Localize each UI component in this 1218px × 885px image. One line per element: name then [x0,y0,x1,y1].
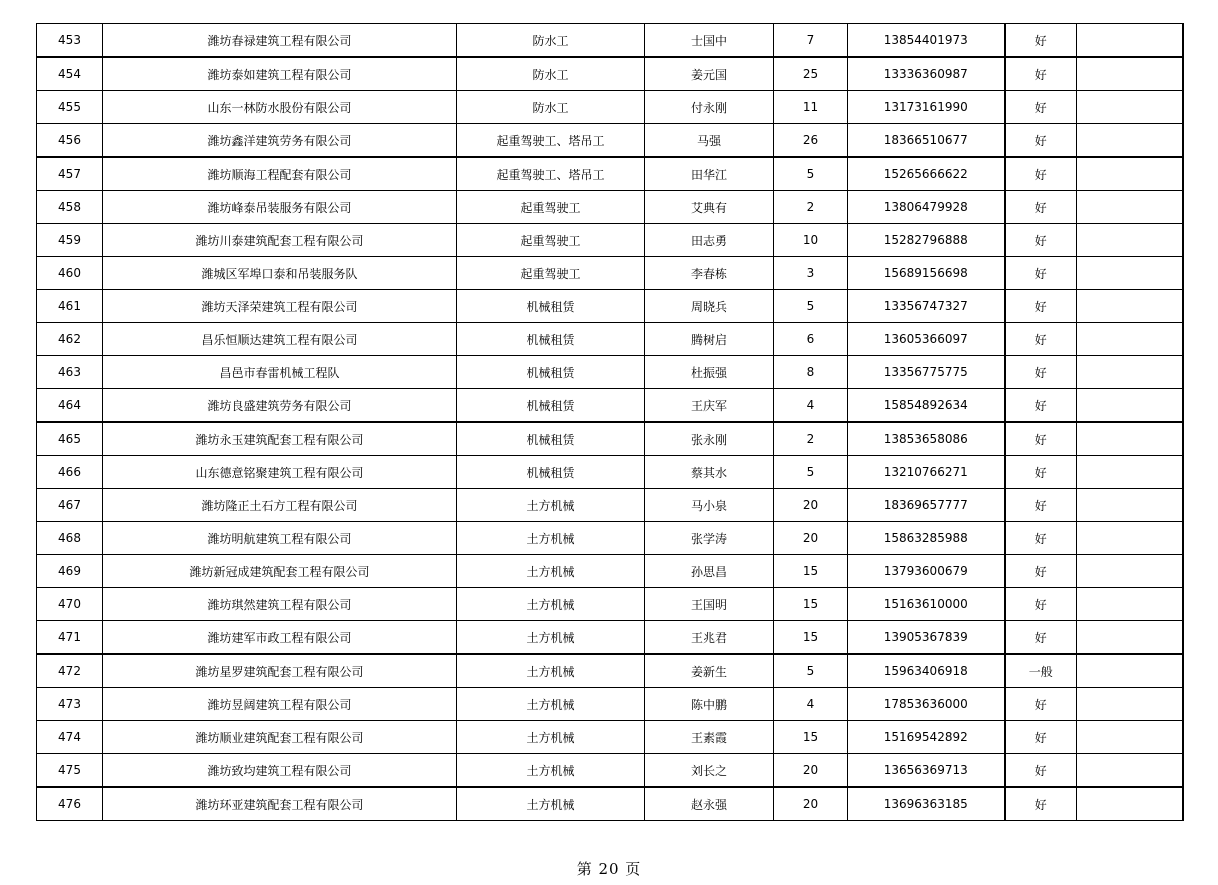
worker-count-cell: 20 [774,787,848,821]
phone-number-cell: 13793600679 [848,555,1005,588]
table-row [37,555,1183,588]
worker-count-cell: 15 [774,721,848,754]
trade-type-cell: 土方机械 [457,754,645,788]
remarks-cell [1077,323,1183,356]
rating-cell: 好 [1005,57,1077,91]
company-name-cell: 潍坊新冠成建筑配套工程有限公司 [103,555,457,588]
table-row [37,787,1183,821]
remarks-cell [1077,654,1183,688]
row-number-cell: 470 [37,588,103,621]
contact-person-cell: 刘长之 [645,754,774,788]
worker-count-cell: 2 [774,191,848,224]
remarks-cell [1077,290,1183,323]
row-number-cell: 471 [37,621,103,655]
row-number-cell: 454 [37,57,103,91]
contact-person-cell: 王素霞 [645,721,774,754]
trade-type-cell: 机械租赁 [457,323,645,356]
company-name-cell: 山东一林防水股份有限公司 [103,91,457,124]
phone-number-cell: 13696363185 [848,787,1005,821]
contractor-table [36,23,1184,821]
table-row [37,57,1183,91]
trade-type-cell: 土方机械 [457,721,645,754]
worker-count-cell: 10 [774,224,848,257]
row-number-cell: 473 [37,688,103,721]
worker-count-cell: 4 [774,688,848,721]
company-name-cell: 潍坊致均建筑工程有限公司 [103,754,457,788]
contact-person-cell: 蔡其水 [645,456,774,489]
table-row [37,621,1183,655]
row-number-cell: 466 [37,456,103,489]
rating-cell: 好 [1005,456,1077,489]
worker-count-cell: 4 [774,389,848,423]
row-number-cell: 460 [37,257,103,290]
phone-number-cell: 13356747327 [848,290,1005,323]
worker-count-cell: 2 [774,422,848,456]
rating-cell: 好 [1005,588,1077,621]
contact-person-cell: 付永刚 [645,91,774,124]
company-name-cell: 潍坊建军市政工程有限公司 [103,621,457,655]
phone-number-cell: 13656369713 [848,754,1005,788]
trade-type-cell: 起重驾驶工 [457,224,645,257]
company-name-cell: 潍坊隆正土石方工程有限公司 [103,489,457,522]
table-row [37,754,1183,788]
rating-cell: 好 [1005,91,1077,124]
remarks-cell [1077,688,1183,721]
contact-person-cell: 姜元国 [645,57,774,91]
company-name-cell: 山东德意铭聚建筑工程有限公司 [103,456,457,489]
row-number-cell: 459 [37,224,103,257]
table-row [37,688,1183,721]
worker-count-cell: 8 [774,356,848,389]
trade-type-cell: 土方机械 [457,654,645,688]
table-row [37,654,1183,688]
table-row [37,124,1183,158]
phone-number-cell: 15689156698 [848,257,1005,290]
worker-count-cell: 20 [774,522,848,555]
row-number-cell: 462 [37,323,103,356]
page-number: 第 20 页 [576,860,642,878]
row-number-cell: 453 [37,24,103,58]
company-name-cell: 昌邑市春雷机械工程队 [103,356,457,389]
worker-count-cell: 25 [774,57,848,91]
table-row [37,91,1183,124]
contact-person-cell: 李春栋 [645,257,774,290]
table-row [37,191,1183,224]
phone-number-cell: 13173161990 [848,91,1005,124]
phone-number-cell: 18366510677 [848,124,1005,158]
remarks-cell [1077,389,1183,423]
company-name-cell: 潍坊川泰建筑配套工程有限公司 [103,224,457,257]
contact-person-cell: 周晓兵 [645,290,774,323]
contact-person-cell: 姜新生 [645,654,774,688]
company-name-cell: 潍坊永玉建筑配套工程有限公司 [103,422,457,456]
company-name-cell: 潍坊顺海工程配套有限公司 [103,157,457,191]
contact-person-cell: 艾典有 [645,191,774,224]
rating-cell: 好 [1005,389,1077,423]
rating-cell: 好 [1005,24,1077,58]
phone-number-cell: 13605366097 [848,323,1005,356]
worker-count-cell: 11 [774,91,848,124]
rating-cell: 好 [1005,323,1077,356]
table-row [37,290,1183,323]
contact-person-cell: 马小泉 [645,489,774,522]
table-row [37,157,1183,191]
worker-count-cell: 5 [774,290,848,323]
company-name-cell: 潍坊昱阔建筑工程有限公司 [103,688,457,721]
contact-person-cell: 张永刚 [645,422,774,456]
contact-person-cell: 陈中鹏 [645,688,774,721]
trade-type-cell: 起重驾驶工 [457,257,645,290]
company-name-cell: 潍坊天泽荣建筑工程有限公司 [103,290,457,323]
trade-type-cell: 起重驾驶工、塔吊工 [457,157,645,191]
table-row [37,522,1183,555]
row-number-cell: 469 [37,555,103,588]
rating-cell: 好 [1005,787,1077,821]
row-number-cell: 474 [37,721,103,754]
company-name-cell: 潍城区军埠口泰和吊装服务队 [103,257,457,290]
contact-person-cell: 孙思昌 [645,555,774,588]
remarks-cell [1077,489,1183,522]
rating-cell: 好 [1005,290,1077,323]
company-name-cell: 潍坊良盛建筑劳务有限公司 [103,389,457,423]
trade-type-cell: 防水工 [457,91,645,124]
table-row [37,24,1183,58]
trade-type-cell: 机械租赁 [457,356,645,389]
worker-count-cell: 20 [774,754,848,788]
trade-type-cell: 土方机械 [457,621,645,655]
row-number-cell: 456 [37,124,103,158]
phone-number-cell: 13356775775 [848,356,1005,389]
row-number-cell: 461 [37,290,103,323]
trade-type-cell: 起重驾驶工、塔吊工 [457,124,645,158]
contact-person-cell: 杜振强 [645,356,774,389]
remarks-cell [1077,57,1183,91]
worker-count-cell: 15 [774,588,848,621]
worker-count-cell: 15 [774,555,848,588]
phone-number-cell: 15854892634 [848,389,1005,423]
phone-number-cell: 13210766271 [848,456,1005,489]
worker-count-cell: 20 [774,489,848,522]
phone-number-cell: 17853636000 [848,688,1005,721]
rating-cell: 好 [1005,191,1077,224]
contact-person-cell: 马强 [645,124,774,158]
trade-type-cell: 起重驾驶工 [457,191,645,224]
remarks-cell [1077,787,1183,821]
contact-person-cell: 士国中 [645,24,774,58]
trade-type-cell: 防水工 [457,57,645,91]
trade-type-cell: 机械租赁 [457,389,645,423]
remarks-cell [1077,356,1183,389]
company-name-cell: 潍坊星罗建筑配套工程有限公司 [103,654,457,688]
trade-type-cell: 土方机械 [457,787,645,821]
trade-type-cell: 土方机械 [457,489,645,522]
trade-type-cell: 土方机械 [457,688,645,721]
table-row [37,356,1183,389]
company-name-cell: 潍坊泰如建筑工程有限公司 [103,57,457,91]
rating-cell: 好 [1005,754,1077,788]
rating-cell: 好 [1005,257,1077,290]
remarks-cell [1077,91,1183,124]
phone-number-cell: 15282796888 [848,224,1005,257]
row-number-cell: 472 [37,654,103,688]
worker-count-cell: 15 [774,621,848,655]
rating-cell: 好 [1005,157,1077,191]
company-name-cell: 潍坊顺业建筑配套工程有限公司 [103,721,457,754]
company-name-cell: 潍坊琪然建筑工程有限公司 [103,588,457,621]
table-row [37,489,1183,522]
remarks-cell [1077,754,1183,788]
table-row [37,422,1183,456]
rating-cell: 好 [1005,688,1077,721]
company-name-cell: 潍坊鑫洋建筑劳务有限公司 [103,124,457,158]
worker-count-cell: 5 [774,456,848,489]
company-name-cell: 昌乐恒顺达建筑工程有限公司 [103,323,457,356]
table-row [37,588,1183,621]
trade-type-cell: 防水工 [457,24,645,58]
phone-number-cell: 18369657777 [848,489,1005,522]
contact-person-cell: 田志勇 [645,224,774,257]
table-row [37,323,1183,356]
row-number-cell: 464 [37,389,103,423]
remarks-cell [1077,588,1183,621]
remarks-cell [1077,157,1183,191]
remarks-cell [1077,721,1183,754]
rating-cell: 好 [1005,422,1077,456]
contact-person-cell: 赵永强 [645,787,774,821]
contact-person-cell: 王兆君 [645,621,774,655]
row-number-cell: 455 [37,91,103,124]
remarks-cell [1077,422,1183,456]
trade-type-cell: 土方机械 [457,555,645,588]
remarks-cell [1077,191,1183,224]
trade-type-cell: 土方机械 [457,522,645,555]
phone-number-cell: 15169542892 [848,721,1005,754]
remarks-cell [1077,621,1183,655]
company-name-cell: 潍坊春禄建筑工程有限公司 [103,24,457,58]
rating-cell: 好 [1005,555,1077,588]
trade-type-cell: 机械租赁 [457,456,645,489]
contact-person-cell: 王国明 [645,588,774,621]
rating-cell: 一般 [1005,654,1077,688]
phone-number-cell: 15163610000 [848,588,1005,621]
row-number-cell: 457 [37,157,103,191]
row-number-cell: 463 [37,356,103,389]
phone-number-cell: 15265666622 [848,157,1005,191]
worker-count-cell: 26 [774,124,848,158]
remarks-cell [1077,224,1183,257]
trade-type-cell: 机械租赁 [457,422,645,456]
worker-count-cell: 5 [774,157,848,191]
table-row [37,721,1183,754]
table-row [37,257,1183,290]
rating-cell: 好 [1005,721,1077,754]
company-name-cell: 潍坊环亚建筑配套工程有限公司 [103,787,457,821]
rating-cell: 好 [1005,522,1077,555]
worker-count-cell: 5 [774,654,848,688]
row-number-cell: 476 [37,787,103,821]
rating-cell: 好 [1005,356,1077,389]
table-row [37,456,1183,489]
phone-number-cell: 15863285988 [848,522,1005,555]
row-number-cell: 468 [37,522,103,555]
company-name-cell: 潍坊峰泰吊装服务有限公司 [103,191,457,224]
phone-number-cell: 13905367839 [848,621,1005,655]
worker-count-cell: 6 [774,323,848,356]
remarks-cell [1077,456,1183,489]
remarks-cell [1077,555,1183,588]
rating-cell: 好 [1005,224,1077,257]
contact-person-cell: 王庆军 [645,389,774,423]
row-number-cell: 475 [37,754,103,788]
phone-number-cell: 13806479928 [848,191,1005,224]
row-number-cell: 465 [37,422,103,456]
contact-person-cell: 田华江 [645,157,774,191]
phone-number-cell: 13336360987 [848,57,1005,91]
remarks-cell [1077,257,1183,290]
phone-number-cell: 15963406918 [848,654,1005,688]
table-row [37,224,1183,257]
trade-type-cell: 土方机械 [457,588,645,621]
rating-cell: 好 [1005,489,1077,522]
remarks-cell [1077,522,1183,555]
row-number-cell: 458 [37,191,103,224]
remarks-cell [1077,124,1183,158]
contact-person-cell: 张学涛 [645,522,774,555]
row-number-cell: 467 [37,489,103,522]
rating-cell: 好 [1005,124,1077,158]
phone-number-cell: 13853658086 [848,422,1005,456]
table-row [37,389,1183,423]
rating-cell: 好 [1005,621,1077,655]
trade-type-cell: 机械租赁 [457,290,645,323]
remarks-cell [1077,24,1183,58]
worker-count-cell: 3 [774,257,848,290]
worker-count-cell: 7 [774,24,848,58]
company-name-cell: 潍坊明航建筑工程有限公司 [103,522,457,555]
phone-number-cell: 13854401973 [848,24,1005,58]
contact-person-cell: 腾树启 [645,323,774,356]
